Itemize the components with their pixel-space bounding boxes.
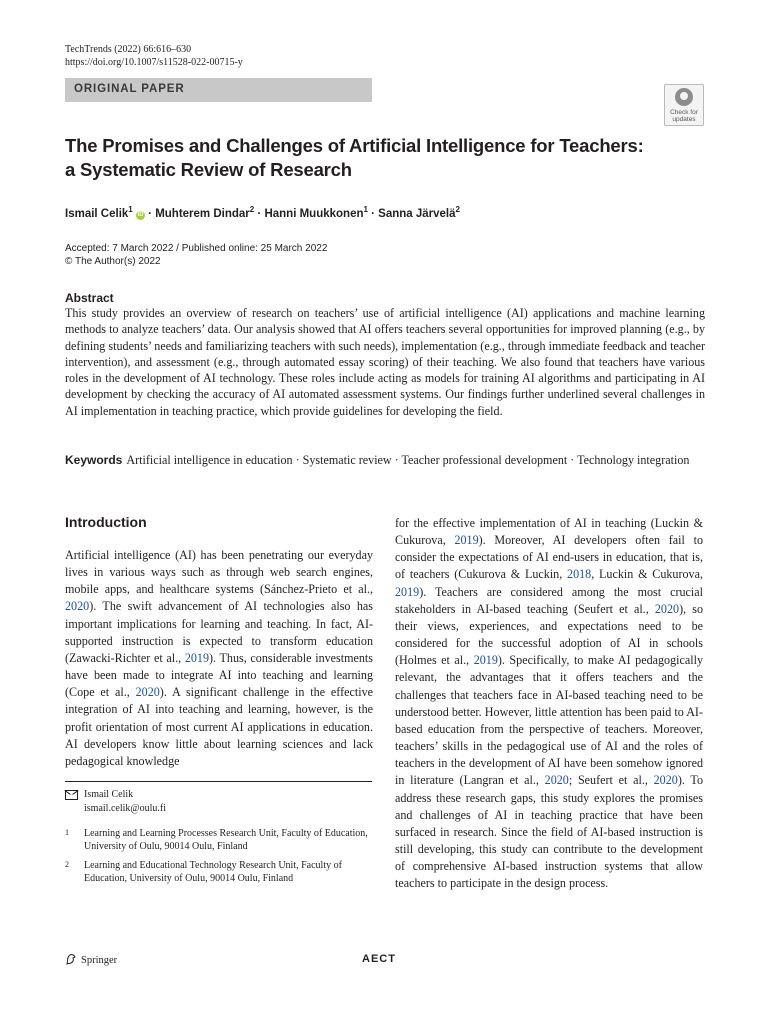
author-affiliation: 1 [363, 205, 368, 214]
citation-link[interactable]: 2020 [653, 773, 678, 788]
introduction-column-2 [395, 515, 703, 892]
citation-link[interactable]: 2019 [454, 533, 479, 548]
affiliation-1: Learning and Learning Processes Research Unit, Faculty of Education, University of Oulu, 90014 Oulu, Finland [84, 828, 368, 852]
footnote-divider [65, 781, 372, 782]
body-text: Artificial intelligence (AI) has been penetrating our everyday lives in various ways such as through web search engines, mobile apps, and healthcare systems (Sánchez-Prieto et al., [65, 548, 373, 597]
accepted-date: Accepted: 7 March 2022 [65, 243, 174, 254]
author-separator: · [367, 207, 379, 220]
citation-link[interactable]: 2020 [135, 685, 160, 700]
publication-dates [65, 242, 327, 255]
society-logo: AECT [362, 953, 396, 965]
introduction-column-1 [65, 547, 373, 770]
citation-link[interactable]: 2019 [395, 584, 420, 599]
citation-link[interactable]: 2019 [473, 653, 498, 668]
author-name[interactable]: Sanna Järvelä [378, 207, 456, 220]
publisher-name: Springer [81, 955, 118, 966]
body-text: , Luckin & Cukurova, [591, 567, 703, 582]
copyright-notice: © The Author(s) 2022 [65, 256, 161, 267]
correspondent-name: Ismail Celik [84, 789, 134, 800]
body-text: ). Thus, considerable investments have been made to integrate AI into teaching and learning (Cope et al., [65, 650, 373, 700]
article-type-banner [65, 78, 372, 102]
body-text: ). Specifically, to make AI pedagogically relevant, the advantages that it offers teachers and the challenges that teachers face in AI-based teaching need to be understood better. However, little attention has been paid to AI-based education from the perspective of teachers. Moreover, teachers’ skills in the pedagogical use of AI and the roles of teachers in the development of AI have been somehow ignored in literature (Langran et al., [395, 653, 703, 788]
keywords [65, 452, 705, 468]
abstract-heading: Abstract [65, 291, 114, 305]
citation-link[interactable]: 2019 [184, 650, 210, 665]
affiliation-2: Learning and Educational Technology Research Unit, Faculty of Education, University of Oulu, 90014 Oulu, Finland [84, 860, 342, 884]
author-affiliation: 1 [128, 205, 133, 214]
published-date: / Published online: 25 March 2022 [173, 243, 328, 254]
author-list [65, 203, 460, 221]
crossmark-label-line2: updates [672, 116, 696, 123]
citation-link[interactable]: 2020 [544, 773, 569, 788]
body-text: ). To address these research gaps, this study explores the promises and challenges of AI in teaching practice that have been surfaced in research. Since the field of AI-based instruction is still developing, this study can contribute to the development of comprehensive AI-based instruction systems that allow teachers to participate in the design process. [395, 773, 703, 891]
body-text: ). Teachers are considered among the most crucial stakeholders in AI-based teaching (Seufert et al., [395, 584, 703, 616]
affiliation-number: 2 [65, 860, 69, 869]
crossmark-icon [675, 88, 693, 106]
citation-link[interactable]: 2020 [65, 599, 90, 614]
citation-link[interactable]: 2018 [567, 567, 592, 582]
springer-horse-icon [65, 953, 77, 965]
body-text: ). The swift advancement of AI technologies also has important implications for learning and teaching. In fact, AI-supported instruction is expected to transform education (Zawacki-Richter et al., [65, 599, 373, 665]
section-heading-introduction: Introduction [65, 514, 147, 530]
correspondent-email[interactable]: ismail.celik@oulu.fi [84, 803, 166, 814]
orcid-icon[interactable]: iD [137, 211, 144, 218]
abstract-text: This study provides an overview of research on teachers’ use of artificial intelligence (AI) applications and machine learning methods to analyze teachers’ data. Our analysis showed that AI offers teachers several opportunities for improved planning (e.g., by defining students’ needs and familiarizing teachers with such needs), implementation (e.g., through immediate feedback and teacher intervention), and assessment (e.g., through automated essay scoring) of their teaching. We also found that teachers have various roles in the development of AI technology. These roles include acting as models for training AI algorithms and participating in AI development by checking the accuracy of AI automated assessment systems. Our findings further underlined several challenges in AI implementation in teaching practice, which provide guidelines for developing the field. [65, 306, 705, 418]
envelope-icon [65, 790, 78, 800]
check-for-updates-badge[interactable] [664, 84, 704, 126]
body-text: ), so their views, experiences, and expectations need to be considered for the successful adoption of AI in schools (Holmes et al., [395, 601, 703, 668]
body-text: ). Moreover, AI developers often fail to consider the expectations of AI end-users in education, that is, of teachers (Cukurova & Luckin, [395, 533, 703, 582]
publisher-logo [65, 953, 117, 968]
crossmark-label-line1: Check for [670, 109, 698, 116]
author-name[interactable]: Hanni Muukkonen [264, 207, 364, 220]
keywords-text: Artificial intelligence in education · Systematic review · Teacher professional development · Technology integration [126, 453, 690, 467]
author-separator: · [254, 207, 265, 220]
author-name[interactable]: Ismail Celik [65, 207, 129, 220]
author-name[interactable]: Muhterem Dindar [155, 207, 250, 220]
doi-link[interactable]: https://doi.org/10.1007/s11528-022-00715-y [65, 57, 243, 68]
body-text: ). A significant challenge in the effective integration of AI into teaching and learning, however, is the profit orientation of most current AI applications in education. AI developers know little about learning sciences and lack pedagogical knowledge [65, 685, 373, 768]
author-separator: · [144, 207, 156, 220]
affiliation-number: 1 [65, 828, 69, 837]
author-affiliation: 2 [249, 205, 255, 214]
article-type-label: ORIGINAL PAPER [74, 83, 185, 95]
keywords-label: Keywords [65, 453, 123, 467]
journal-citation: TechTrends (2022) 66:616–630 [65, 44, 192, 55]
title-line-1: The Promises and Challenges of Artificial Intelligence for Teachers: [65, 135, 644, 156]
article-title [65, 134, 665, 182]
title-line-2: a Systematic Review of Research [65, 159, 352, 180]
body-text: for the effective implementation of AI in teaching (Luckin & Cukurova, [395, 516, 703, 548]
author-affiliation: 2 [455, 205, 460, 214]
body-text: ; Seufert et al., [568, 773, 654, 788]
citation-link[interactable]: 2020 [654, 601, 680, 616]
